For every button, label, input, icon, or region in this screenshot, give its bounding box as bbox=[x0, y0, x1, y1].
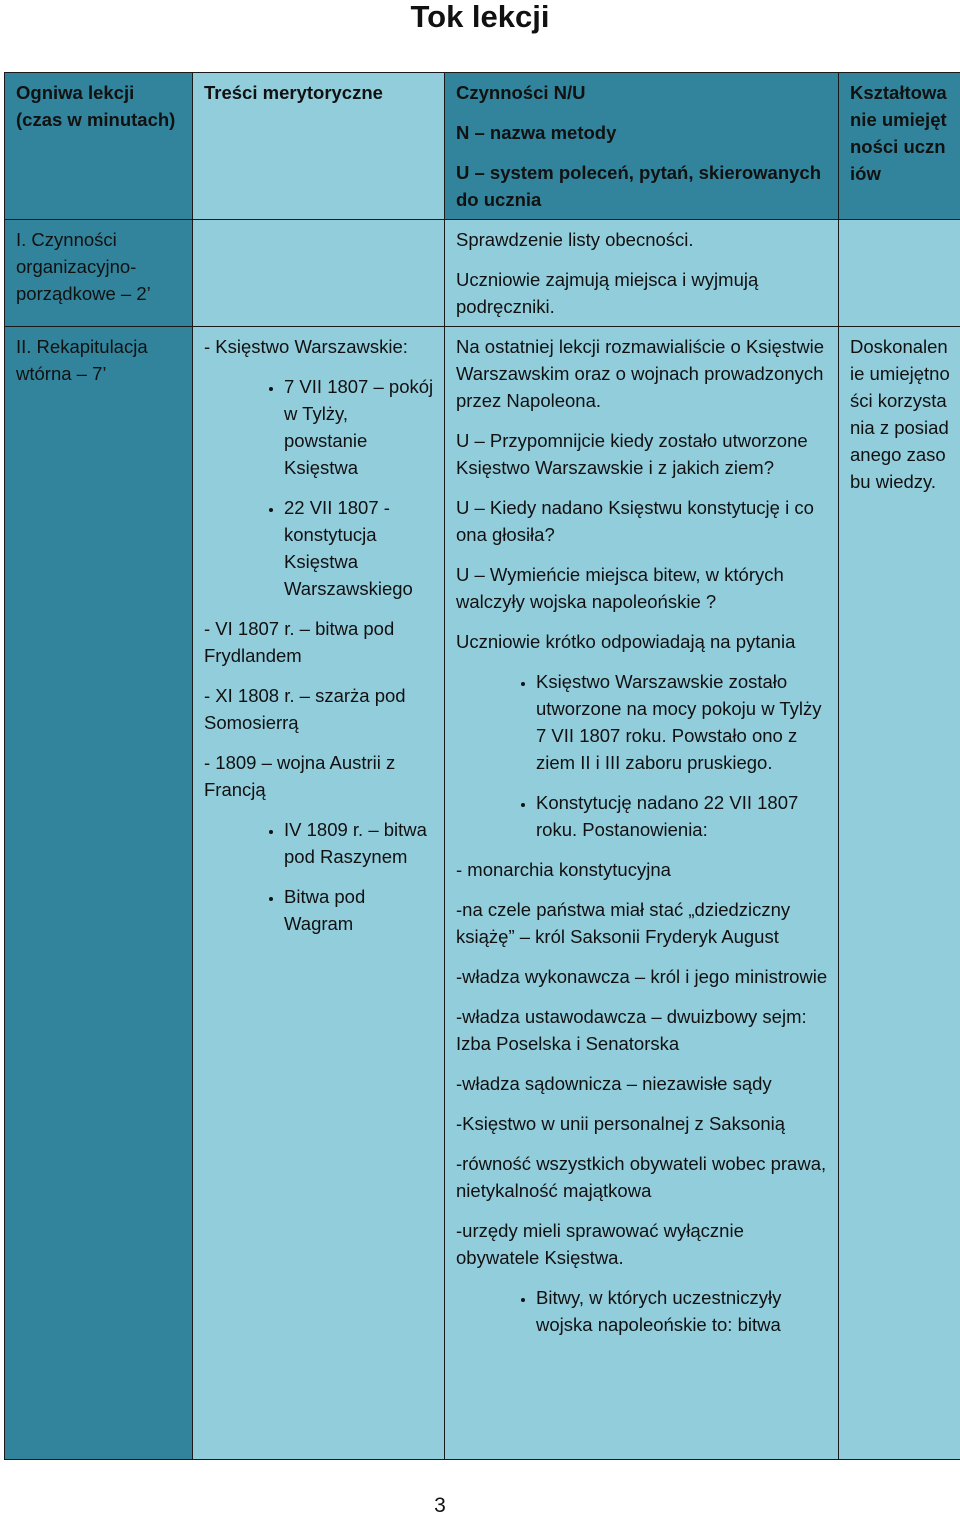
list-item: • IV 1809 r. – bitwa pod Raszynem bbox=[284, 816, 434, 870]
activity-bullets-2 bbox=[456, 1284, 828, 1338]
list-item: • 22 VII 1807 - konstytucja Księstwa Warszawskiego bbox=[284, 494, 434, 602]
list-item: • Księstwo Warszawskie zostało utworzone na mocy pokoju w Tylży 7 VII 1807 roku. Powstało ono z ziem II i III zaboru pruskiego. bbox=[536, 668, 828, 776]
list-item: • Bitwy, w których uczestniczyły wojska napoleońskie to: bitwa bbox=[536, 1284, 828, 1338]
header-content bbox=[193, 73, 445, 220]
header-activities-line2: N – nazwa metody bbox=[456, 122, 617, 143]
content-item-3: - XI 1808 r. – szarża pod Somosierrą bbox=[204, 685, 406, 733]
content-item-1: - Księstwo Warszawskie: bbox=[204, 336, 408, 357]
header-activities-line1: Czynności N/U bbox=[456, 82, 586, 103]
list-item: • Konstytucję nadano 22 VII 1807 roku. Postanowienia: bbox=[536, 789, 828, 843]
row1-skills bbox=[839, 220, 960, 327]
header-activities bbox=[445, 73, 839, 220]
row2-activities bbox=[445, 327, 839, 1460]
content-item-4: - 1809 – wojna Austrii z Francją bbox=[204, 752, 396, 800]
activity-question-3: U – Wymieńcie miejsca bitew, w których walczyły wojska napoleońskie ? bbox=[456, 564, 784, 612]
row1-content bbox=[193, 220, 445, 327]
constitution-point: - monarchia konstytucyjna bbox=[456, 859, 671, 880]
list-item: • 7 VII 1807 – pokój w Tylży, powstanie Księstwa bbox=[284, 373, 434, 481]
row1-activity-1: Sprawdzenie listy obecności. bbox=[456, 229, 694, 250]
row2-skills-text: Doskonalenie umiejętności korzystania z posiadanego zasobu wiedzy. bbox=[850, 336, 950, 492]
row1-activity-2: Uczniowie zajmują miejsca i wyjmują podręczniki. bbox=[456, 269, 759, 317]
header-activities-line3: U – system poleceń, pytań, skierowanych do ucznia bbox=[456, 162, 822, 210]
page-title: Tok lekcji bbox=[410, 0, 550, 34]
header-stage bbox=[5, 73, 193, 220]
constitution-point: -urzędy mieli sprawować wyłącznie obywatele Księstwa. bbox=[456, 1220, 744, 1268]
constitution-point: -Księstwo w unii personalnej z Saksonią bbox=[456, 1113, 786, 1134]
content-bullets-1 bbox=[204, 373, 434, 602]
table-row-recap bbox=[5, 327, 960, 1460]
activity-intro: Na ostatniej lekcji rozmawialiście o Księstwie Warszawskim oraz o wojnach prowadzonych przez Napoleona. bbox=[456, 336, 825, 411]
table-row-organizational bbox=[5, 220, 960, 327]
activity-response: Uczniowie krótko odpowiadają na pytania bbox=[456, 631, 796, 652]
header-skills bbox=[839, 73, 960, 220]
activity-bullets-1 bbox=[456, 668, 828, 843]
activity-question-2: U – Kiedy nadano Księstwu konstytucję i co ona głosiła? bbox=[456, 497, 814, 545]
list-item: • Bitwa pod Wagram bbox=[284, 883, 434, 937]
row2-content bbox=[193, 327, 445, 1460]
header-content-label: Treści merytoryczne bbox=[204, 82, 383, 103]
row1-activities bbox=[445, 220, 839, 327]
row2-skills bbox=[839, 327, 960, 1460]
row2-stage bbox=[5, 327, 193, 1460]
constitution-point: -na czele państwa miał stać „dziedziczny książę” – król Saksonii Fryderyk August bbox=[456, 899, 791, 947]
content-bullets-2 bbox=[204, 816, 434, 937]
header-skills-label: Kształtowanie umiejętności uczniów bbox=[850, 82, 947, 184]
content-item-2: - VI 1807 r. – bitwa pod Frydlandem bbox=[204, 618, 395, 666]
row2-stage-label: II. Rekapitulacja wtórna – 7’ bbox=[16, 336, 148, 384]
table-header-row bbox=[5, 73, 960, 220]
row1-stage bbox=[5, 220, 193, 327]
constitution-point: -równość wszystkich obywateli wobec prawa, nietykalność majątkowa bbox=[456, 1153, 827, 1201]
header-stage-label: Ogniwa lekcji (czas w minutach) bbox=[16, 82, 176, 130]
page-number: 3 bbox=[434, 1494, 446, 1517]
constitution-point: -władza ustawodawcza – dwuizbowy sejm: Izba Poselska i Senatorska bbox=[456, 1006, 807, 1054]
row1-stage-label: I. Czynności organizacyjno-porządkowe – 2’ bbox=[16, 229, 151, 304]
activity-question-1: U – Przypomnijcie kiedy zostało utworzone Księstwo Warszawskie i z jakich ziem? bbox=[456, 430, 808, 478]
lesson-table bbox=[4, 72, 960, 1460]
constitution-point: -władza wykonawcza – król i jego ministrowie bbox=[456, 966, 828, 987]
constitution-point: -władza sądownicza – niezawisłe sądy bbox=[456, 1073, 772, 1094]
